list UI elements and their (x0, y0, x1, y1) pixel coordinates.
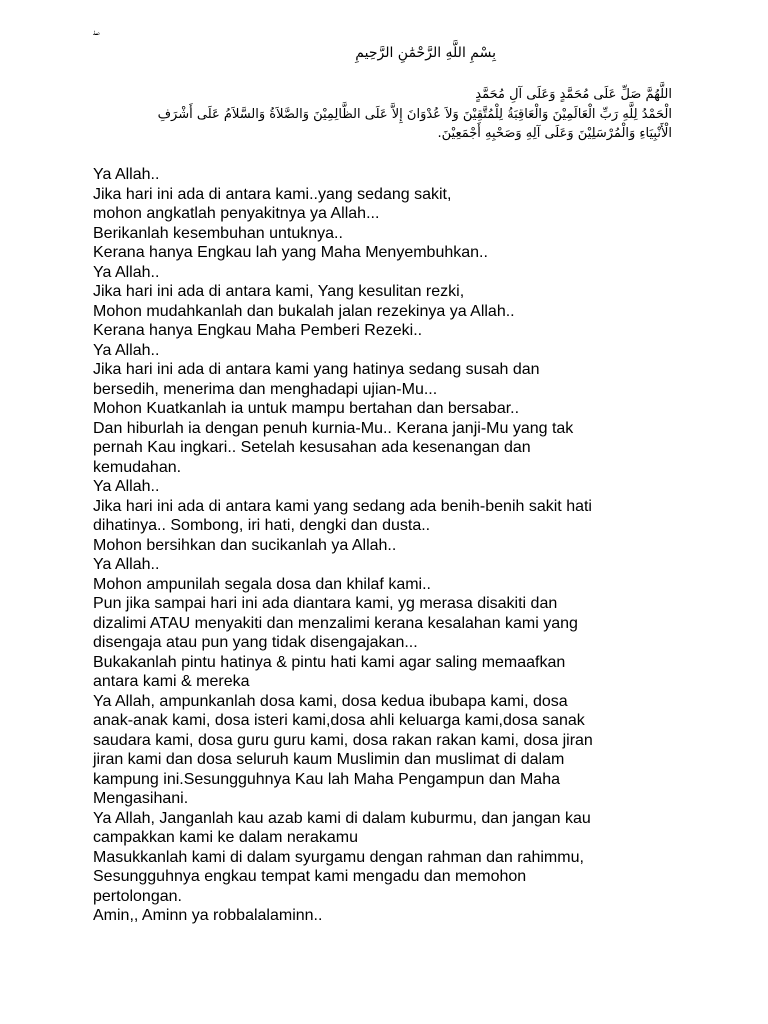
hamdalah-line: الْأَنْبِيَاءِ وَالْمُرْسَلِيْنَ وَعَلَى آلِهِ وَصَحْبِهِ أَجْمَعِيْنَ. (437, 126, 672, 141)
prayer-line: campakkan kami ke dalam nerakamu (93, 829, 359, 846)
prayer-line: Amin,, Aminn ya robbalalaminn.. (93, 907, 323, 924)
prayer-line: Bukakanlah pintu hatinya & pintu hati kami agar saling memaafkan (93, 653, 566, 671)
prayer-line: kemudahan. (93, 458, 182, 476)
prayer-line: Ya Allah.. (93, 166, 160, 183)
prayer-line: Ya Allah, Janganlah kau azab kami di dalam kuburmu, dan jangan kau (93, 809, 591, 827)
prayer-line: Berikanlah kesembuhan untuknya.. (93, 224, 343, 242)
prayer-line: Jika hari ini ada di antara kami yang sedang ada benih-benih sakit hati (93, 497, 592, 515)
prayer-line: Pun jika sampai hari ini ada diantara kami, yg merasa disakiti dan (93, 595, 558, 612)
prayer-line: Kerana hanya Engkau Maha Pemberi Rezeki.. (93, 322, 423, 339)
prayer-text (93, 165, 693, 926)
prayer-line: Ya Allah.. (93, 556, 160, 573)
prayer-line: dihatinya.. Sombong, iri hati, dengki dan dusta.. (93, 517, 431, 534)
prayer-line: Mengasihani. (93, 790, 189, 807)
prayer-line: Mohon mudahkanlah dan bukalah jalan rezekinya ya Allah.. (93, 302, 515, 320)
salawat-line: اللَّهُمَّ صَلِّ عَلَى مُحَمَّدٍ وَعَلَى آلِ مُحَمَّدٍ (475, 87, 672, 102)
prayer-line: mohon angkatlah penyakitnya ya Allah... (93, 205, 380, 222)
prayer-line: disengaja atau pun yang tidak disengajakan... (93, 634, 418, 651)
prayer-line: Masukkanlah kami di dalam syurgamu dengan rahman dan rahimmu, (93, 848, 584, 866)
prayer-line: Mohon bersihkan dan sucikanlah ya Allah.. (93, 536, 397, 554)
hamdalah-line: الْحَمْدُ لِلَّهِ رَبِّ الْعَالَمِيْنَ وَالْعَاقِبَةُ لِلْمُتَّقِيْنَ وَلاَ عُدْوَانَ إِلاَّ عَلَى الظَّالِمِيْنَ وَالصَّلاَةُ وَالسَّلاَمُ عَلَى أَشْرَفِ (157, 107, 672, 122)
hamdalah-paragraph (90, 105, 672, 143)
prayer-line: jiran kami dan dosa seluruh kaum Muslimin dan muslimat di dalam (93, 751, 565, 768)
prayer-line: Jika hari ini ada di antara kami..yang sedang sakit, (93, 185, 452, 203)
prayer-line: Dan hiburlah ia dengan penuh kurnia-Mu.. Kerana janji-Mu yang tak (93, 419, 574, 437)
prayer-line: Sesungguhnya engkau tempat kami mengadu dan memohon (93, 868, 527, 885)
prayer-line: pernah Kau ingkari.. Setelah kesusahan ada kesenangan dan (93, 439, 531, 456)
prayer-line: Kerana hanya Engkau lah yang Maha Menyembuhkan.. (93, 244, 488, 261)
prayer-line: saudara kami, dosa guru guru kami, dosa rakan rakan kami, dosa jiran (93, 731, 593, 749)
prayer-line: Jika hari ini ada di antara kami, Yang kesulitan rezki, (93, 283, 465, 300)
prayer-line: bersedih, menerima dan menghadapi ujian-Mu... (93, 380, 438, 398)
prayer-line: Ya Allah, ampunkanlah dosa kami, dosa kedua ibubapa kami, dosa (93, 692, 568, 710)
prayer-line: Mohon Kuatkanlah ia untuk mampu bertahan dan bersabar.. (93, 400, 520, 417)
prayer-line: anak-anak kami, dosa isteri kami,dosa ahli keluarga kami,dosa sanak (93, 712, 585, 729)
basmala-heading: بِسْمِ اللَّهِ الرَّحْمَٰنِ الرَّحِيمِ (355, 45, 496, 61)
prayer-line: kampung ini.Sesungguhnya Kau lah Maha Pengampun dan Maha (93, 770, 560, 788)
prayer-line: dizalimi ATAU menyakiti dan menzalimi kerana kesalahan kami yang (93, 614, 578, 632)
prayer-line: Mohon ampunilah segala dosa dan khilaf kami.. (93, 575, 431, 593)
prayer-line: Ya Allah.. (93, 263, 160, 281)
prayer-line: Ya Allah.. (93, 478, 160, 495)
prayer-line: pertolongan. (93, 887, 182, 905)
prayer-line: Ya Allah.. (93, 341, 160, 359)
prayer-line: antara kami & mereka (93, 673, 250, 690)
prayer-line: Jika hari ini ada di antara kami yang hatinya sedang susah dan (93, 361, 540, 378)
